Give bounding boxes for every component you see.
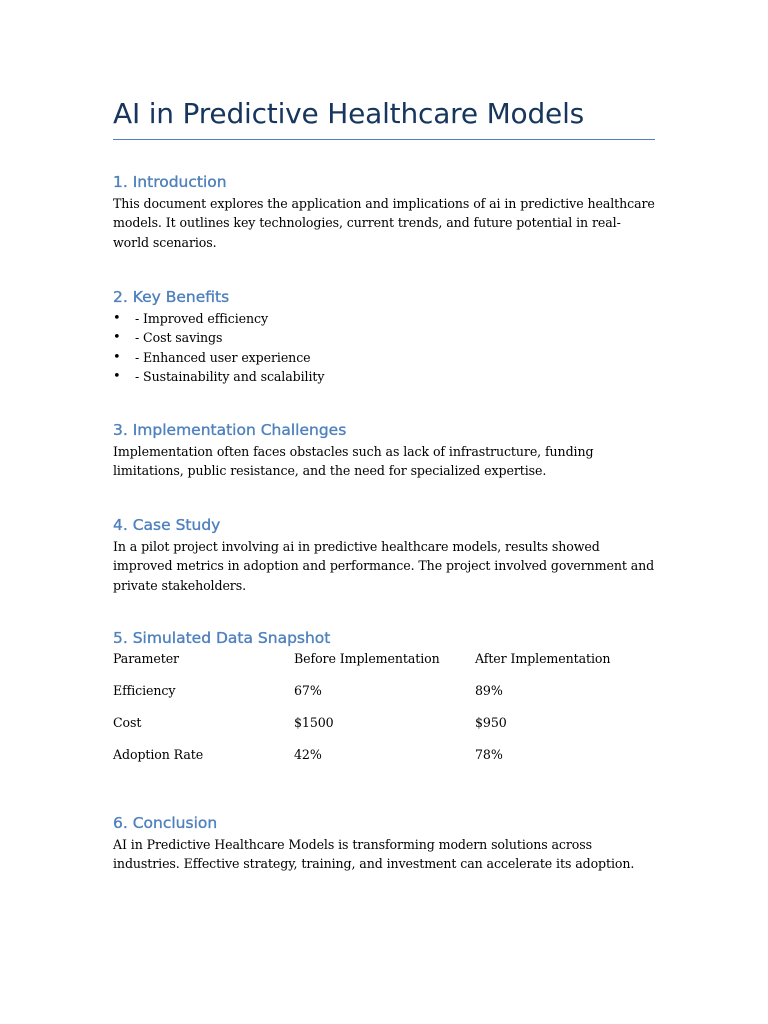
section-data-snapshot xyxy=(113,627,655,779)
table-cell: 89% xyxy=(475,683,503,698)
list-item-text: - Cost savings xyxy=(135,330,223,346)
list-item xyxy=(113,367,655,386)
bullet-icon: • xyxy=(113,311,121,326)
bullet-icon: • xyxy=(113,349,121,365)
list-item xyxy=(113,348,655,367)
section-key-benefits xyxy=(113,286,655,386)
section-conclusion xyxy=(113,812,655,874)
table-row xyxy=(113,747,655,779)
title-divider xyxy=(113,139,655,140)
table-header-cell: Before Implementation xyxy=(294,651,440,666)
table-cell: Cost xyxy=(113,715,142,730)
section-case-study xyxy=(113,514,655,595)
list-item xyxy=(113,309,655,328)
list-item-text: - Sustainability and scalability xyxy=(135,368,325,384)
benefits-list xyxy=(113,309,655,386)
section-paragraph: AI in Predictive Healthcare Models is transforming modern solutions across industries. Effective strategy, training, and investment can accelerate its adoption. xyxy=(113,837,635,872)
list-item xyxy=(113,328,655,347)
section-implementation-challenges xyxy=(113,419,655,481)
table-cell: Adoption Rate xyxy=(113,747,204,762)
section-introduction xyxy=(113,171,655,252)
list-item-text: - Improved efficiency xyxy=(135,311,268,326)
section-paragraph: In a pilot project involving ai in predictive healthcare models, results showed improved metrics in adoption and performance. The project involved government and private stakeholders. xyxy=(113,539,655,593)
table-cell: 42% xyxy=(294,747,322,762)
table-cell: $1500 xyxy=(294,715,334,730)
section-paragraph: Implementation often faces obstacles such as lack of infrastructure, funding limitations, public resistance, and the need for specialized expertise. xyxy=(113,444,594,479)
section-heading: 6. Conclusion xyxy=(113,814,218,832)
table-row xyxy=(113,715,655,747)
table-header-cell: Parameter xyxy=(113,651,179,666)
table-header-cell: After Implementation xyxy=(475,651,611,666)
table-cell: 78% xyxy=(475,747,503,762)
table-header-row xyxy=(113,651,655,683)
table-cell: 67% xyxy=(294,683,322,698)
data-table xyxy=(113,651,655,779)
document-title: AI in Predictive Healthcare Models xyxy=(113,97,585,130)
section-heading: 2. Key Benefits xyxy=(113,288,230,306)
bullet-icon: • xyxy=(113,368,121,384)
section-paragraph: This document explores the application and implications of ai in predictive healthcare models. It outlines key technologies, current trends, and future potential in real-world scenarios. xyxy=(113,196,655,250)
section-heading: 5. Simulated Data Snapshot xyxy=(113,629,331,647)
section-heading: 4. Case Study xyxy=(113,516,221,534)
list-item-text: - Enhanced user experience xyxy=(135,349,311,365)
table-cell: Efficiency xyxy=(113,683,176,698)
bullet-icon: • xyxy=(113,330,121,346)
section-heading: 1. Introduction xyxy=(113,173,227,191)
section-heading: 3. Implementation Challenges xyxy=(113,421,347,439)
table-row xyxy=(113,683,655,715)
table-cell: $950 xyxy=(475,715,507,730)
